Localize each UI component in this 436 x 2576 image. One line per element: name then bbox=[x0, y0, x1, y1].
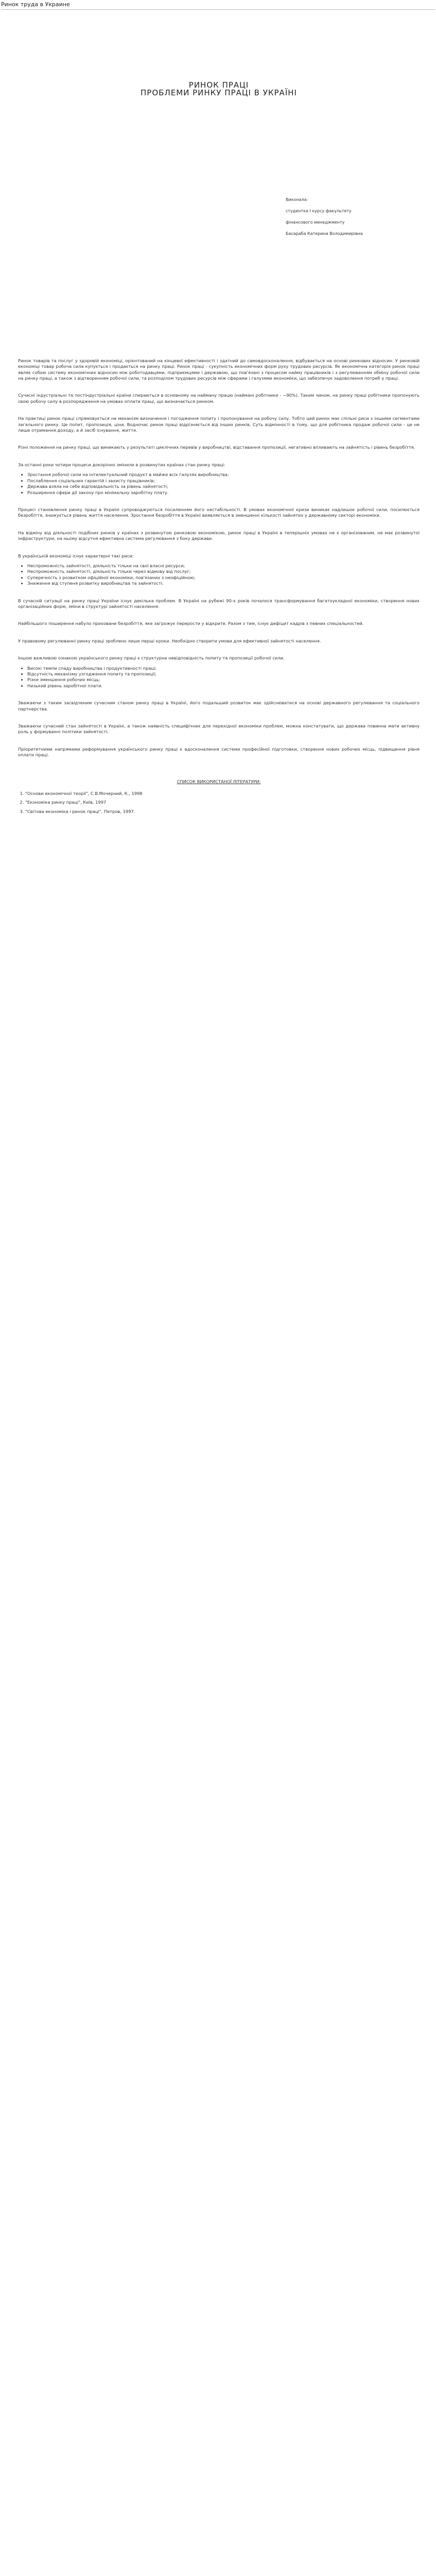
list-item: • Держава взяла на себе відповідальність за рівень зайнятості; bbox=[27, 484, 420, 489]
list-item: • Високі темпи спаду виробництва і продуктивності праці; bbox=[27, 666, 420, 671]
author-line: студентка I курсу факультету bbox=[286, 208, 352, 213]
references-title: СПИСОК ВИКОРИСТАНОЇ ЛІТЕРАТУРИ: bbox=[177, 778, 261, 784]
list-item: • Послаблення соціальних гарантій і захисту працівників; bbox=[27, 478, 420, 484]
list-item: • Низький рівень заробітної плати. bbox=[27, 683, 420, 689]
reference-item: 1. "Основи економічної теорії", С.В.Мочерний, К., 1998 bbox=[25, 791, 420, 796]
header-divider bbox=[1, 9, 435, 10]
paragraph: Зважаючи сучасний стан зайнятості в Україні, а також наявність специфічних для перехідної економіки проблем, можна констатувати, що держава повинна мати активну роль у формуванні політики зайнятості. bbox=[18, 723, 420, 735]
paragraph: На практиці ринок праці спрямовується не механізм визначення і погодження попиту і пропонування на робочу силу. Тобто цей ринок має спільні риси з іншими сегментами загального ринку. Це попит, пропозиція, ціна. Водночас ринок праці відрізняється від інших ринків. Суть відмінності в тому, що для робітника продаж робочої сили - це не лише отримання доходу, а й засіб існування, життя. bbox=[18, 416, 420, 433]
paragraph: Іншою важливою ознакою українського ринку праці є структурна невідповідність попиту та пропозиції робочої сили. bbox=[18, 655, 285, 661]
list-item: • Розширення сфери дії закону про мінімальну заробітну плату. bbox=[27, 490, 420, 496]
document-title: РИНОК ПРАЦІ bbox=[188, 80, 249, 90]
list-item: • Зростання робочої сили на інтелектуальний продукт в майже всіх галузях виробництва; bbox=[27, 472, 420, 478]
paragraph: На відміну від діяльності подібних ринків у країнах з розвинутою ринковою економікою, ринок праці в Україні в теперішніх умовах не є організованим, не має розвинутої інфраструктури, на ньому відсутня ефективна система регулювання з боку держави. bbox=[18, 530, 420, 541]
document-body bbox=[18, 358, 420, 815]
list-item: • Різке зменшення робочих місць; bbox=[27, 677, 420, 683]
paragraph: Зважаючи з таким засвідченим сучасним станом ринку праці в Україні, його подальший розвиток має здійснюватися на основі державного регулювання та соціального партнерства. bbox=[18, 700, 420, 711]
list-item: • Зниження від ступеня розвитку виробництва та зайнятості. bbox=[27, 581, 420, 586]
site-title: Ринок труда в Украине bbox=[1, 1, 70, 8]
list-item: • Суперечність з розвитком офіційної економіки, пов'язаних з неофіційною; bbox=[27, 575, 420, 581]
author-line: фінансового менеджменту bbox=[286, 219, 345, 225]
author-line: Басараба Катерина Володимирівна bbox=[286, 231, 363, 236]
reference-item: 3. "Світова економіка і ринок праці", Петров, 1997. bbox=[25, 809, 420, 815]
paragraph: Сучасні індустріальні та постіндустріальні країни спираються в основному на найману працю (наймані робітники - ~90%). Таким чином, на ринку праці робітники пропонують свою робочу силу в розпорядження на умовах оплати праці, що визначається ринком. bbox=[18, 393, 420, 404]
paragraph: В сучасній ситуації на ринку праці України існує декілька проблем. В Україні на рубежі 90-х років почалося трансформування багатоукладної економіки, створення нових організаційних форм, зміни в структурі зайнятості населення. bbox=[18, 598, 420, 609]
paragraph: У правовому регулюванні ринку праці зроблено лише перші кроки. Необхідно створити умови для ефективної зайнятості населення. bbox=[18, 638, 321, 643]
bullet-list bbox=[18, 472, 420, 496]
document-subtitle: ПРОБЛЕМИ РИНКУ ПРАЦІ В УКРАЇНІ bbox=[141, 88, 297, 98]
bullet-list bbox=[18, 666, 420, 689]
list-item: • Неспроможність зайнятості, діяльність тільки через відмову від послуг; bbox=[27, 569, 420, 574]
paragraph: В українській економіці існує характерні такі риси: bbox=[18, 553, 134, 558]
paragraph: Пріоритетними напрямами реформування українського ринку праці є вдосконалення системи професійної підготовки, створення нових робочих місць, підвищення рівня оплати праці. bbox=[18, 746, 420, 758]
bullet-list bbox=[18, 563, 420, 587]
list-item: • Неспроможність зайнятості, діяльність тільки на свої власні ресурси; bbox=[27, 563, 420, 569]
list-item: • Відсутність механізму узгодження попиту та пропозиції; bbox=[27, 671, 420, 677]
reference-item: 2. "Економіка ринку праці", Київ, 1997 bbox=[25, 800, 420, 805]
paragraph: За останні роки чотири процеси докорінно змінили в розвинутих країнах стан ринку праці: bbox=[18, 462, 225, 467]
paragraph: Різні положення на ринку праці, що виникають у результаті циклічних перевів у виробництві, відставання пропозиції, негативно впливають на зайнятість і рівень безробіття. bbox=[18, 445, 415, 450]
paragraph: Процесі становлення ринку праці в Україні супроводжуються посиленням його нестабільності. В умовах економічної кризи виникає надлишок робочої сили, посилюється безробіття, знижується рівень життя населення. Зростання безробіття в Україні виявляється в зменшенні кількості зайнятих у державному секторі економіки. bbox=[18, 506, 420, 518]
author-block bbox=[286, 194, 420, 240]
paragraph: Найбільшого поширення набуло приховане безробіття, яке загрожує перерости у відкрите. Разом з тим, існує дефіцит кадрів з певних спеціальностей. bbox=[18, 621, 364, 626]
author-label: Виконала: bbox=[286, 197, 308, 202]
references-list bbox=[18, 791, 420, 815]
document-page bbox=[18, 82, 420, 818]
paragraph: Ринок товарів та послуг у здоровій економіці, орієнтований на кінцевої ефективності і здатний до самовдосконалення, відбувається на основі ринкових відносин. У ринковій економіці товар робоча сила купується і продається на ринку праці. Ринок праці - сукупність економічних форм руху трудових ресурсів. Як економічна категорія ринок праці являє собою систему економічних відносин між роботодавцями, підприємцями і державою, що пов'язані з процесом найму працівників і з регулюванням обміну робочої сили на ринку праці, а також з відтворенням робочої сили, та розподілом трудових ресурсів між сферами і галузями економіки, що забезпечує задоволення потреб у праці. bbox=[18, 358, 420, 381]
